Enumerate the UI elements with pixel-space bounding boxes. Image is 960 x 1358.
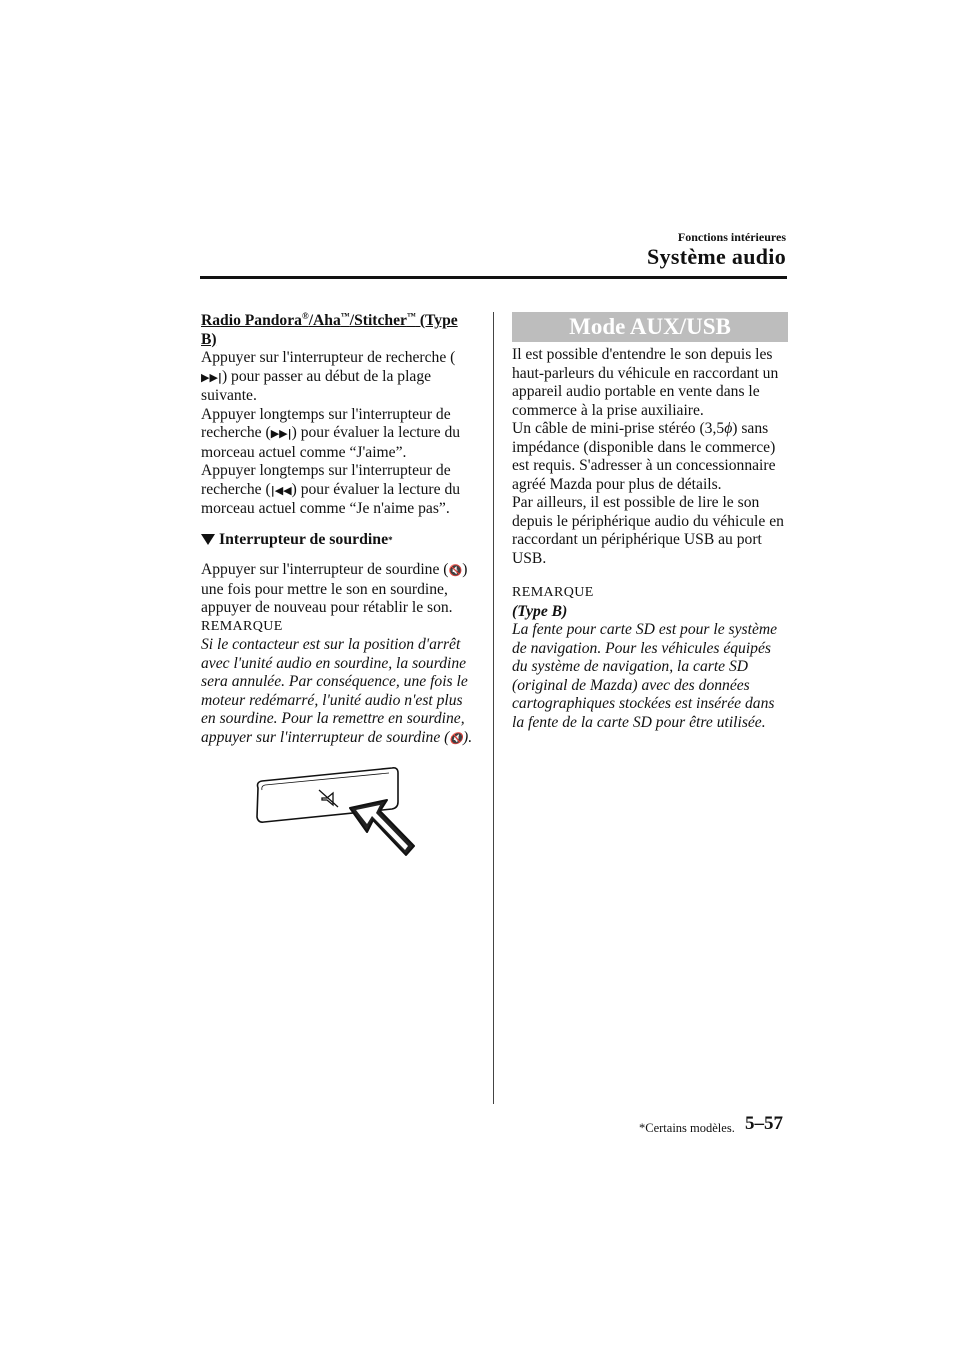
page-title: Système audio bbox=[647, 244, 786, 269]
type-label: (Type B) bbox=[512, 602, 568, 620]
header-rule bbox=[200, 276, 787, 279]
chapter-label: Fonctions intérieures bbox=[677, 230, 786, 244]
remarque-label: REMARQUE bbox=[201, 618, 283, 634]
paragraph: Par ailleurs, il est possible de lire le son depuis le périphérique audio du véhicule en raccordant un périphérique USB au port USB. bbox=[512, 494, 784, 567]
seek-next-icon: ▶▶| bbox=[270, 427, 292, 440]
paragraph: Appuyer longtemps sur l'interrupteur de recherche (|◀◀) pour évaluer la lecture du morceau actuel comme “Je n'aime pas”. bbox=[201, 462, 461, 517]
remarque-label: REMARQUE bbox=[512, 585, 594, 600]
subsection-title: Radio Pandora®/Aha™/Stitcher™ (Type B) bbox=[201, 310, 458, 348]
paragraph: Appuyer sur l'interrupteur de sourdine (🔇) une fois pour mettre le son en sourdine, appuyer de nouveau pour rétablir le son. bbox=[201, 561, 468, 616]
section-heading: Interrupteur de sourdine * bbox=[201, 531, 473, 550]
diameter-symbol: ϕ bbox=[724, 420, 733, 437]
press-arrow-icon bbox=[350, 800, 414, 855]
mute-switch-illustration bbox=[252, 762, 422, 867]
seek-next-icon: ▶▶| bbox=[201, 370, 222, 384]
paragraph: Il est possible d'entendre le son depuis les haut-parleurs du véhicule en raccordant un appareil audio portable en vente dans le commerce à la prise auxiliaire. bbox=[512, 346, 779, 419]
paragraph: Un câble de mini-prise stéréo (3,5ϕ) sans impédance (disponible dans le commerce) est requis. S'adresser à un concessionnaire agréé Mazda pour plus de détails. bbox=[512, 420, 776, 493]
page-number: 5–57 bbox=[745, 1113, 783, 1134]
note-text: Si le contacteur est sur la position d'arrêt avec l'unité audio en sourdine, la sourdine sera annulée. Par conséquence, une fois le moteur redémarré, l'unité audio n'est plus en sourdine. Pour la remettre en sourdine, appuyer sur l'interrupteur de sourdine (🔇). bbox=[201, 636, 473, 748]
left-column bbox=[201, 312, 473, 748]
mute-switch-illustration-svg bbox=[252, 762, 422, 862]
footnote: *Certains modèles. bbox=[639, 1121, 735, 1135]
mute-icon: 🔇 bbox=[449, 731, 464, 745]
column-divider bbox=[493, 312, 494, 1104]
right-column bbox=[512, 312, 788, 732]
note-text: La fente pour carte SD est pour le système de navigation. Pour les véhicules équipés du système de navigation, la carte SD (original de Mazda) avec des données cartographiques stockées est insérée dans la fente de la carte SD pour être utilisée. bbox=[512, 621, 778, 731]
paragraph: Appuyer sur l'interrupteur de recherche (▶▶|) pour passer au début de la plage suivante. bbox=[201, 349, 456, 404]
section-banner: Mode AUX/USB bbox=[512, 312, 788, 342]
mute-icon: 🔇 bbox=[448, 564, 463, 577]
paragraph: Appuyer longtemps sur l'interrupteur de recherche (▶▶|) pour évaluer la lecture du morceau actuel comme “J'aime”. bbox=[201, 405, 461, 461]
seek-prev-icon: |◀◀ bbox=[270, 483, 292, 497]
triangle-bullet-icon bbox=[201, 534, 215, 545]
